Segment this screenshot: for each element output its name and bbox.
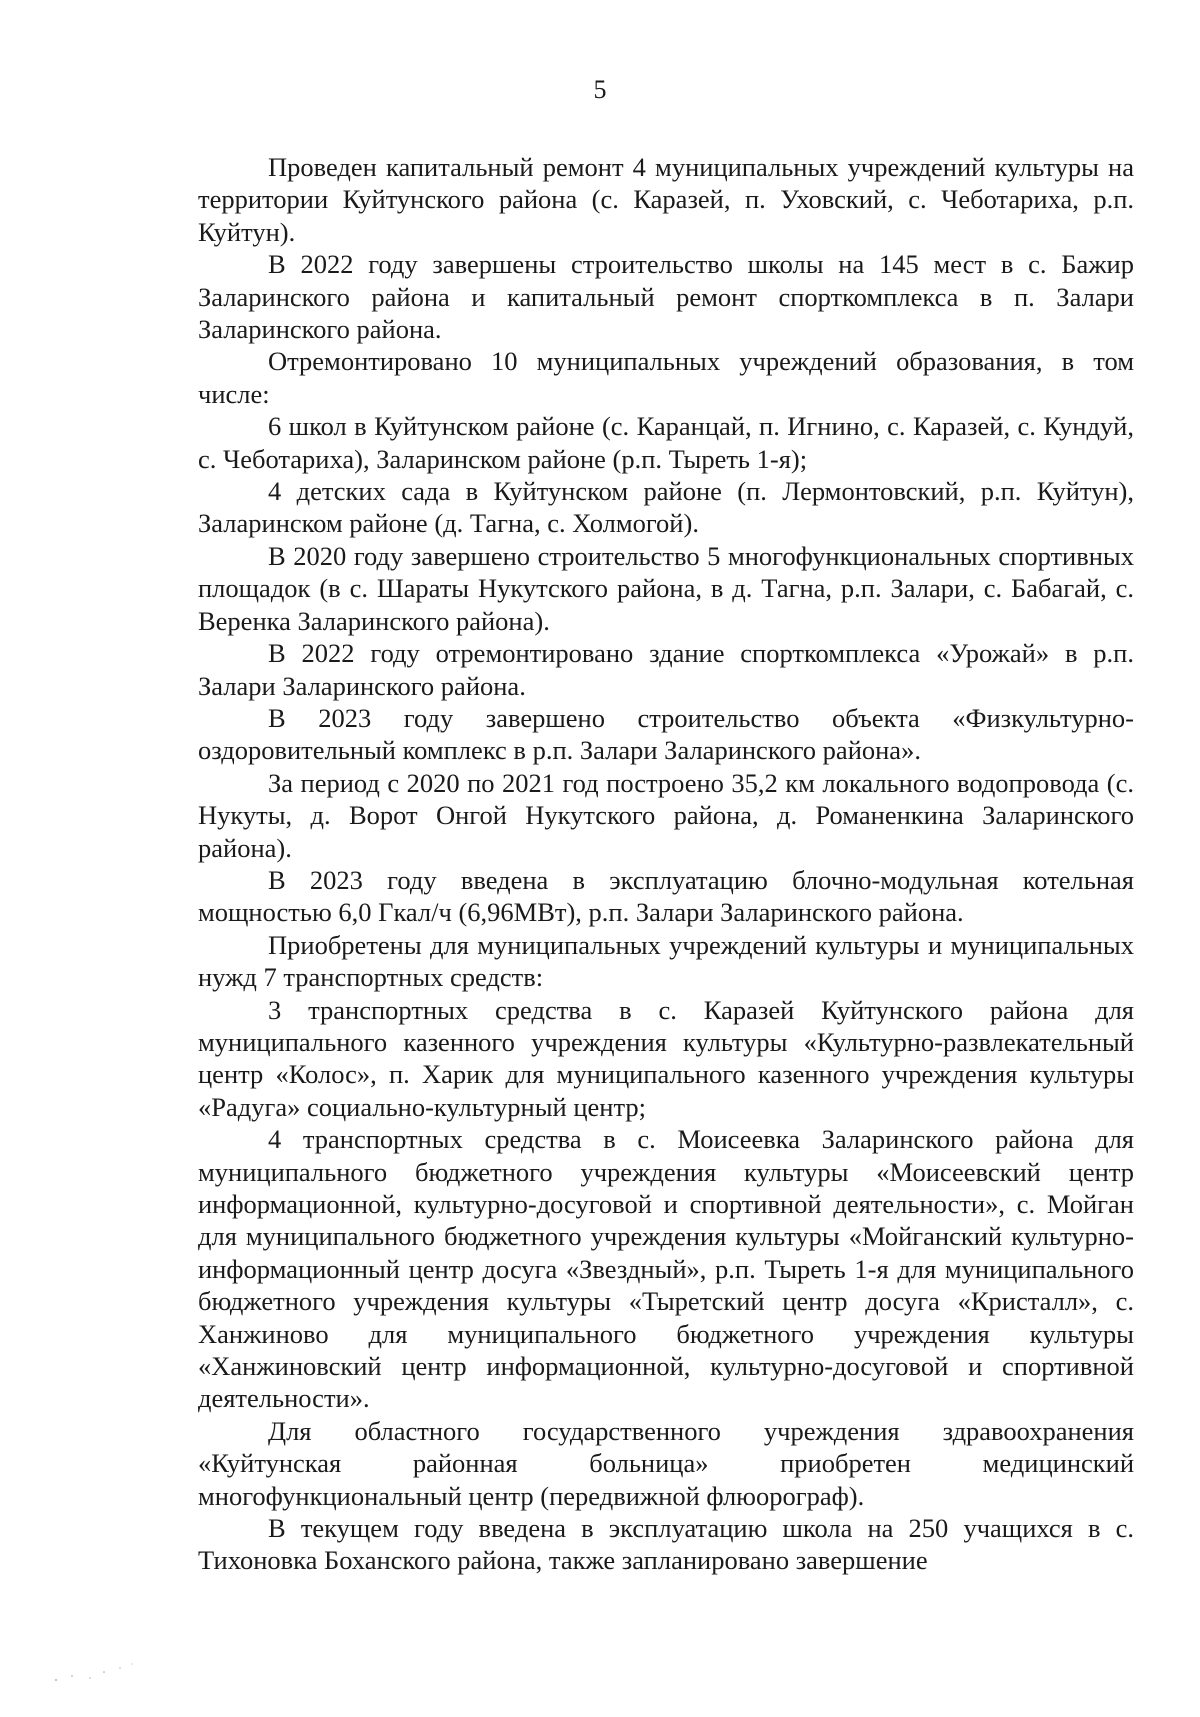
paragraph: Для областного государственного учреждения здравоохранения «Куйтунская районная больница» приобретен медицинский многофункциональный центр (передвижной флюорограф). — [198, 1415, 1134, 1511]
paragraph: За период с 2020 по 2021 год построено 35,2 км локального водопровода (с. Нукуты, д. Ворот Онгой Нукутского района, д. Романенкина Заларинского района). — [198, 767, 1134, 863]
page-number: 5 — [593, 75, 607, 104]
paragraph: В 2023 году завершено строительство объекта «Физкультурно-оздоровительный комплекс в р.п. Залари Заларинского района». — [198, 702, 1134, 766]
paragraph: В 2022 году отремонтировано здание спорткомплекса «Урожай» в р.п. Залари Заларинского района. — [198, 638, 1134, 701]
paragraph: В 2020 году завершено строительство 5 многофункциональных спортивных площадок (в с. Шараты Нукутского района, в д. Тагна, р.п. Залари, с. Бабагай, с. Веренка Заларинского района). — [198, 540, 1134, 636]
paragraph: 4 детских сада в Куйтунском районе (п. Лермонтовский, р.п. Куйтун), Заларинском районе (д. Тагна, с. Холмогой). — [198, 476, 1134, 539]
paragraph: Отремонтировано 10 муниципальных учреждений образования, в том числе: — [198, 346, 1134, 409]
paragraph: 3 транспортных средства в с. Каразей Куйтунского района для муниципального казенного учреждения культуры «Культурно-развлекательный центр «Колос», п. Харик для муниципального казенного учреждения культуры «Радуга» социально-культурный центр; — [198, 994, 1134, 1122]
document-body — [198, 151, 1134, 1577]
paragraph: 4 транспортных средства в с. Моисеевка Заларинского района для муниципального бюджетного учреждения культуры «Моисеевский центр информационной, культурно-досуговой и спортивной деятельности», с. Мойган для муниципального бюджетного учреждения культуры «Мойганский культурно-информационный центр досуга «Звездный», р.п. Тыреть 1-я для муниципального бюджетного учреждения культуры «Тыретский центр досуга «Кристалл», с. Ханжиново для муниципального бюджетного учреждения культуры «Ханжиновский центр информационной, культурно-досуговой и спортивной деятельности». — [198, 1124, 1134, 1414]
paragraph: В текущем году введена в эксплуатацию школа на 250 учащихся в с. Тихоновка Боханского района, также запланировано завершение — [198, 1513, 1134, 1576]
paragraph: 6 школ в Куйтунском районе (с. Каранцай, п. Игнино, с. Каразей, с. Кундуй, с. Чеботариха), Заларинском районе (р.п. Тыреть 1-я); — [198, 411, 1134, 474]
scan-specks — [50, 1660, 140, 1690]
paragraph: Приобретены для муниципальных учреждений культуры и муниципальных нужд 7 транспортных средств: — [198, 929, 1134, 993]
paragraph: Проведен капитальный ремонт 4 муниципальных учреждений культуры на территории Куйтунского района (с. Каразей, п. Уховский, с. Чеботариха, р.п. Куйтун). — [198, 152, 1134, 247]
paragraph: В 2023 году введена в эксплуатацию блочно-модульная котельная мощностью 6,0 Гкал/ч (6,96МВт), р.п. Залари Заларинского района. — [198, 864, 1134, 928]
paragraph: В 2022 году завершены строительство школы на 145 мест в с. Бажир Заларинского района и капитальный ремонт спорткомплекса в п. Залари Заларинского района. — [198, 249, 1134, 345]
